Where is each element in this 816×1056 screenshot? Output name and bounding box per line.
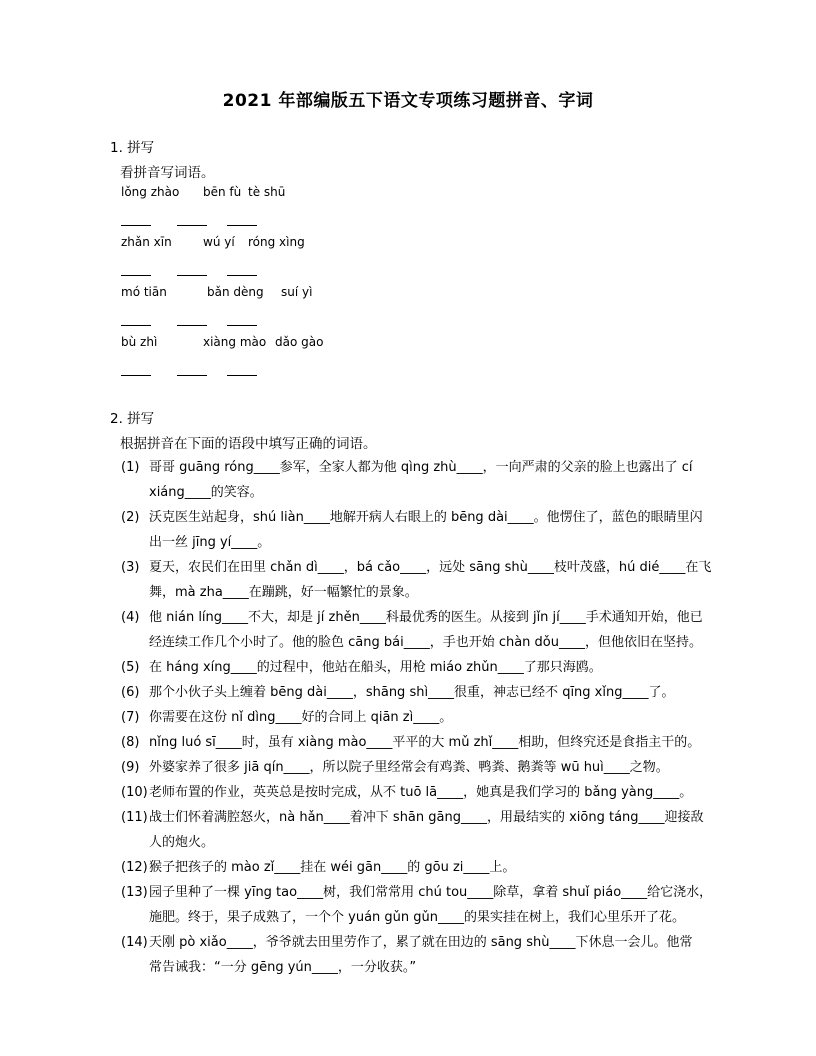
- item-number: (3): [121, 560, 140, 575]
- item-text: [149, 680, 721, 705]
- item-number: (6): [121, 685, 140, 700]
- item-line: 夏天，农民们在田里 chǎn dì____，bá cǎo____，远处 sāng shù____枝叶茂盛，hú dié____在飞: [149, 560, 712, 575]
- item-line: 你需要在这份 nǐ dìng____好的合同上 qiān zì____。: [149, 710, 453, 725]
- item-text: [149, 755, 721, 780]
- item-number: (5): [121, 660, 140, 675]
- item-number: (1): [121, 460, 140, 475]
- item-line: 经连续工作几个小时了。他的脸色 cāng bái____，手也开始 chàn dǒu____，但他依旧在坚持。: [149, 635, 703, 650]
- item-line: 沃克医生站起身，shú liàn____地解开病人右眼上的 bēng dài____。他愣住了，蓝色的眼睛里闪: [149, 510, 703, 525]
- item-line: 天刚 pò xiǎo____，爷爷就去田里劳作了，累了就在田边的 sāng shù____下休息一会儿。他常: [149, 935, 693, 950]
- item-line: nǐng luó sī____时，虽有 xiàng mào____平平的大 mǔ zhǐ____相助，但终究还是食指主干的。: [149, 735, 701, 750]
- answer-blank[interactable]: [121, 215, 151, 226]
- item-line: 在 háng xíng____的过程中，他站在船头，用枪 miáo zhǔn____了那只海鸥。: [149, 660, 602, 675]
- item-line: 施肥。终于，果子成熟了，一个个 yuán gǔn gǔn____的果实挂在树上，我们心里乐开了花。: [149, 910, 685, 925]
- pinyin-word: róng xìng: [248, 235, 305, 249]
- answer-blank[interactable]: [177, 265, 207, 276]
- item-text: [149, 605, 721, 655]
- item-line: 出一丝 jīng yí____。: [149, 535, 271, 550]
- pinyin-word: lǒng zhào: [121, 185, 180, 199]
- item-text: [149, 780, 721, 805]
- answer-blank[interactable]: [227, 215, 257, 226]
- question-2-instruction: 根据拼音在下面的语段中填写正确的词语。: [120, 436, 377, 452]
- item-number: (10): [121, 785, 148, 800]
- item-line: 老师布置的作业，英英总是按时完成，从不 tuō lā____，她真是我们学习的 bǎng yàng____。: [149, 785, 693, 800]
- item-number: (13): [121, 885, 148, 900]
- item-number: (2): [121, 510, 140, 525]
- item-number: (9): [121, 760, 140, 775]
- item-text: [149, 855, 721, 880]
- item-number: (7): [121, 710, 140, 725]
- item-number: (12): [121, 860, 148, 875]
- item-text: [149, 555, 721, 605]
- question-1-heading: 1. 拼写: [110, 140, 155, 156]
- pinyin-word: bēn fù: [203, 185, 242, 199]
- pinyin-word: mó tiān: [121, 285, 167, 299]
- item-text: [149, 455, 721, 505]
- item-line: 那个小伙子头上缠着 bēng dài____，shāng shì____很重，神志已经不 qīng xǐng____了。: [149, 685, 675, 700]
- answer-blank[interactable]: [177, 215, 207, 226]
- item-text: [149, 655, 721, 680]
- item-line: 哥哥 guāng róng____参军，全家人都为他 qìng zhù____，一向严肃的父亲的脸上也露出了 cí: [149, 460, 693, 475]
- item-line: 外婆家养了很多 jiā qín____，所以院子里经常会有鸡粪、鸭粪、鹅粪等 wū huì____之物。: [149, 760, 669, 775]
- item-number: (11): [121, 810, 148, 825]
- pinyin-word: bǎn dèng: [207, 285, 264, 299]
- item-line: xiáng____的笑容。: [149, 485, 263, 500]
- answer-blank[interactable]: [227, 315, 257, 326]
- answer-blank[interactable]: [177, 315, 207, 326]
- answer-blank[interactable]: [227, 265, 257, 276]
- item-number: (14): [121, 935, 148, 950]
- pinyin-word: zhǎn xīn: [121, 235, 172, 249]
- pinyin-word: tè shū: [248, 185, 286, 199]
- pinyin-word: dǎo gào: [275, 335, 324, 349]
- item-text: [149, 705, 721, 730]
- pinyin-word: wú yí: [203, 235, 235, 249]
- item-number: (4): [121, 610, 140, 625]
- item-line: 舞，mà zha____在蹦跳，好一幅繁忙的景象。: [149, 585, 418, 600]
- pinyin-word: bù zhì: [121, 335, 158, 349]
- page-title: 2021 年部编版五下语文专项练习题拼音、字词: [222, 91, 594, 111]
- item-text: [149, 805, 721, 855]
- item-line: 园子里种了一棵 yīng tao____树，我们常常用 chú tou____除草，拿着 shuǐ piáo____给它浇水，: [149, 885, 713, 900]
- item-line: 人的炮火。: [149, 835, 215, 850]
- item-number: (8): [121, 735, 140, 750]
- item-text: [149, 930, 721, 980]
- question-2-heading: 2. 拼写: [110, 411, 155, 427]
- answer-blank[interactable]: [121, 265, 151, 276]
- item-line: 他 nián líng____不大，却是 jí zhěn____科最优秀的医生。从接到 jǐn jí____手术通知开始，他已: [149, 610, 703, 625]
- item-text: [149, 505, 721, 555]
- pinyin-word: xiàng mào: [203, 335, 267, 349]
- item-line: 常告诫我：“一分 gēng yún____，一分收获。”: [149, 960, 417, 975]
- question-1-instruction: 看拼音写词语。: [120, 165, 215, 181]
- answer-blank[interactable]: [121, 365, 151, 376]
- pinyin-word: suí yì: [281, 285, 313, 299]
- item-text: [149, 730, 721, 755]
- answer-blank[interactable]: [227, 365, 257, 376]
- item-line: 战士们怀着满腔怒火，nà hǎn____着冲下 shān gāng____，用最结实的 xiōng táng____迎接敌: [149, 810, 704, 825]
- item-line: 猴子把孩子的 mào zǐ____挂在 wéi gān____的 gōu zi____上。: [149, 860, 516, 875]
- answer-blank[interactable]: [121, 315, 151, 326]
- item-text: [149, 880, 721, 930]
- answer-blank[interactable]: [177, 365, 207, 376]
